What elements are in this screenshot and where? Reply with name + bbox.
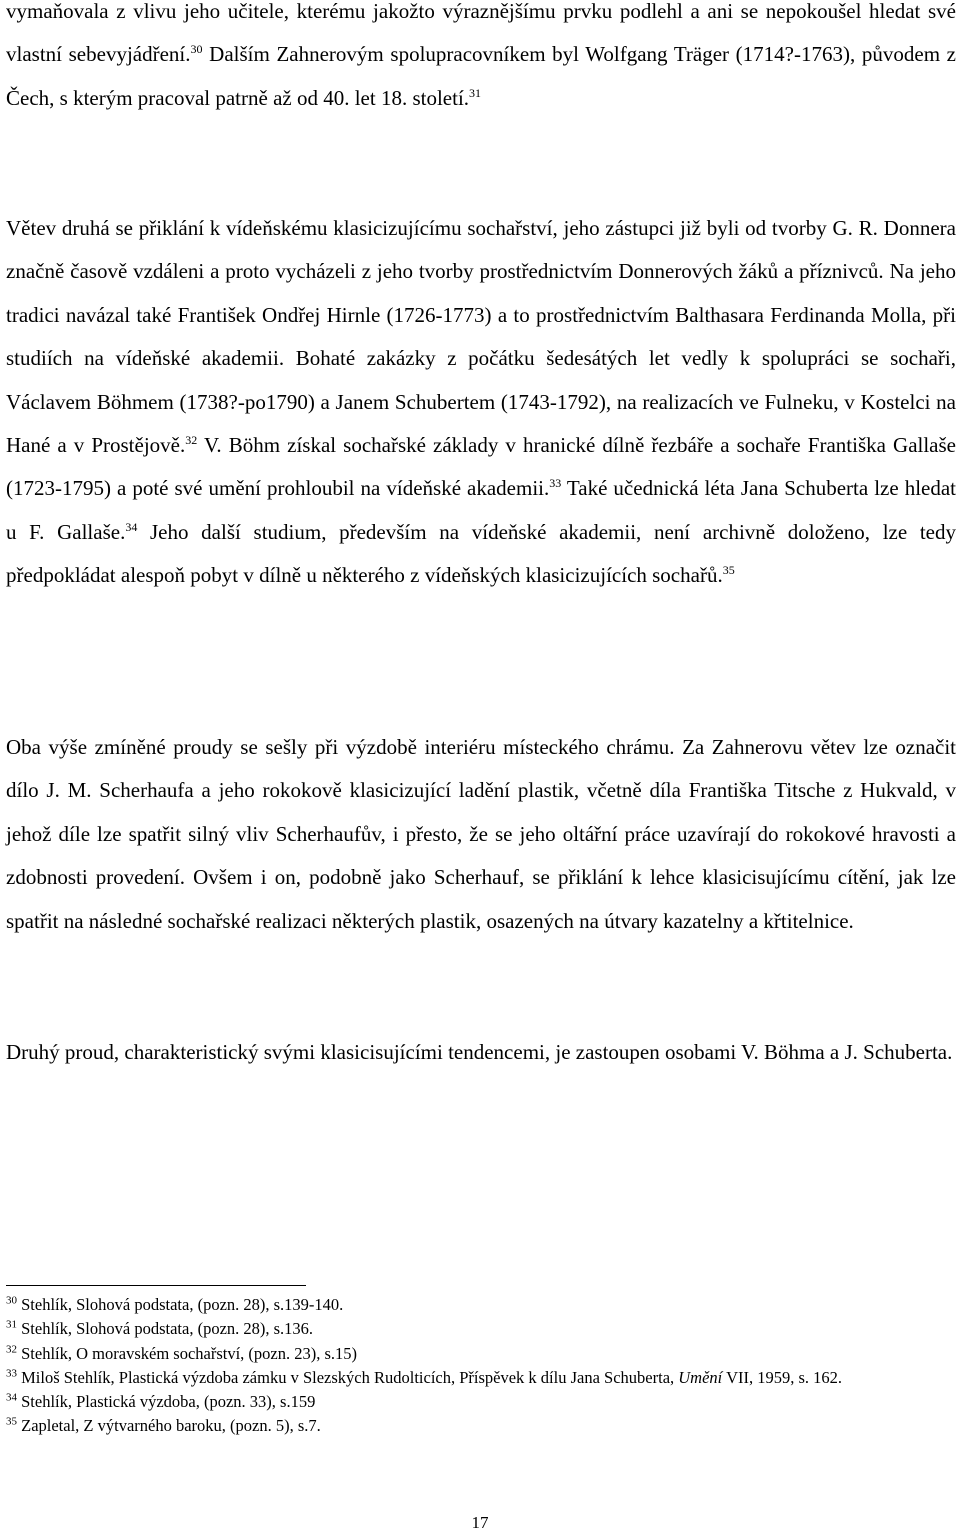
footnote-text: Miloš Stehlík, Plastická výzdoba zámku v Slezských Rudolticích, Příspěvek k dílu Jana Schuberta, bbox=[21, 1367, 679, 1387]
footnote-separator bbox=[6, 1285, 306, 1286]
paragraph-text: Jeho další studium, především na vídeňské akademii, není archivně doloženo, lze tedy předpokládat alespoň pobyt v dílně u některého z vídeňských klasicizujících sochařů. bbox=[6, 519, 957, 588]
paragraph-text: Dalším Zahnerovým spolupracovníkem byl Wolfgang Träger (1714?-1763), původem z Čech, s kterým pracoval patrně až od 40. let 18. století. bbox=[6, 42, 956, 110]
paragraph-1 bbox=[6, 0, 956, 120]
footnote-reference[interactable]: 35 bbox=[722, 563, 735, 578]
paragraph-2 bbox=[6, 207, 956, 598]
footnote-text: Stehlík, O moravském sochařství, (pozn. 23), s.15) bbox=[21, 1343, 358, 1363]
footnote-reference[interactable]: 30 bbox=[190, 42, 203, 57]
footnote-reference[interactable]: 33 bbox=[549, 476, 562, 491]
footnotes bbox=[6, 1293, 956, 1439]
footnote-reference[interactable]: 32 bbox=[185, 433, 198, 448]
footnote-reference[interactable]: 31 bbox=[469, 85, 482, 100]
paragraph-3 bbox=[6, 726, 956, 943]
footnote-text: Stehlík, Slohová podstata, (pozn. 28), s.139-140. bbox=[21, 1295, 344, 1314]
paragraph-text: Také učednická léta Jana Schuberta lze hledat u F. Gallaše. bbox=[6, 476, 957, 544]
paragraph-text: Oba výše zmíněné proudy se sešly při výzdobě interiéru místeckého chrámu. Za Zahnerovu větev lze označit dílo J. M. Scherhaufa a jeho rokokově klasicizující ladění plastik, včetně díla Františka Titsche z Hukvald, v jehož díle lze spatřit silný vliv Scherhaufův, i přesto, že se jeho oltářní práce uzavírají do rokokové hravosti a zdobnosti provedení. Ovšem i on, podobně jako Scherhauf, se přiklání k lehce klasicisujícímu cítění, jak lze spatřit na následné sochařské realizaci některých plastik, osazených na útvary kazatelny a křtitelnice. bbox=[6, 735, 956, 933]
footnote-number: 32 bbox=[6, 1343, 17, 1356]
paragraph-text: Větev druhá se přiklání k vídeňskému klasicizujícímu sochařství, jeho zástupci již byli od tvorby G. R. Donnera značně časově vzdáleni a proto vycházeli z jeho tvorby prostřednictvím Donnerových žáků a příznivců. Na jeho tradici navázal také František Ondřej Hirnle (1726-1773) a to prostřednictvím Balthasara Ferdinanda Molla, při studiích na vídeňské akademii. Bohaté zakázky z počátku šedesátých let vedly k spolupráci se sochaři, Václavem Böhmem (1738?-po1790) a Janem Schubertem (1743-1792), na realizacích ve Fulneku, v Kostelci na Hané a v Prostějově. bbox=[6, 216, 956, 458]
footnote-text-continued: VII, 1959, s. 162. bbox=[722, 1367, 843, 1387]
footnote-35 bbox=[6, 1414, 956, 1438]
footnote-number: 33 bbox=[6, 1367, 17, 1380]
footnote-number: 30 bbox=[6, 1294, 17, 1307]
paragraph-text: vymaňovala z vlivu jeho učitele, kterému jakožto výraznějšímu prvku podlehl a ani se nepokoušel hledat své vlastní sebevyjádření. bbox=[6, 0, 956, 67]
footnote-number: 35 bbox=[6, 1415, 17, 1428]
footnote-34 bbox=[6, 1390, 956, 1414]
footnote-number: 31 bbox=[6, 1318, 17, 1331]
footnote-text: Stehlík, Plastická výzdoba, (pozn. 33), s.159 bbox=[21, 1392, 316, 1412]
footnote-32 bbox=[6, 1342, 956, 1366]
footnote-reference[interactable]: 34 bbox=[125, 519, 138, 534]
footnote-33 bbox=[6, 1366, 956, 1390]
footnote-text: Zapletal, Z výtvarného baroku, (pozn. 5), s.7. bbox=[21, 1416, 321, 1436]
paragraph-text: V. Böhm získal sochařské základy v hranické dílně řezbáře a sochaře Františka Gallaše (1723-1795) a poté své umění prohloubil na vídeňské akademii. bbox=[6, 433, 956, 501]
footnote-journal-title: Umění bbox=[678, 1367, 723, 1387]
footnote-number: 34 bbox=[6, 1391, 17, 1404]
footnote-31 bbox=[6, 1317, 956, 1341]
paragraph-4 bbox=[6, 1031, 956, 1074]
paragraph-text: Druhý proud, charakteristický svými klasicisujícími tendencemi, je zastoupen osobami V. Böhma a J. Schuberta. bbox=[6, 1040, 953, 1064]
footnote-30 bbox=[6, 1293, 956, 1317]
page-number: 17 bbox=[471, 1513, 489, 1532]
footnote-text: Stehlík, Slohová podstata, (pozn. 28), s.136. bbox=[21, 1319, 314, 1339]
